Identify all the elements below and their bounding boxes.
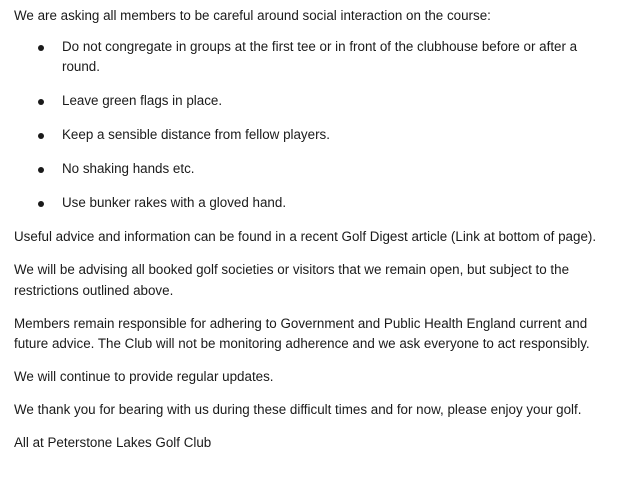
bullet-icon — [38, 99, 44, 105]
advice-paragraph: Useful advice and information can be found in a recent Golf Digest article (Link at bottom of page). — [14, 229, 597, 244]
intro-paragraph: We are asking all members to be careful around social interaction on the course: — [14, 8, 491, 23]
list-item — [14, 159, 618, 180]
list-item-text: Use bunker rakes with a gloved hand. — [62, 195, 287, 210]
list-item — [14, 37, 618, 78]
list-item-text: Keep a sensible distance from fellow players. — [62, 127, 330, 142]
bullet-icon — [38, 45, 44, 51]
bullet-icon — [38, 201, 44, 207]
bullet-icon — [38, 133, 44, 139]
updates-paragraph: We will continue to provide regular updates. — [14, 369, 274, 384]
list-item-text: Do not congregate in groups at the first tee or in front of the clubhouse before or after a round. — [62, 38, 578, 74]
list-item-text: Leave green flags in place. — [62, 93, 223, 108]
list-item-text: No shaking hands etc. — [62, 161, 195, 176]
societies-paragraph: We will be advising all booked golf societies or visitors that we remain open, but subject to the restrictions outlined above. — [14, 262, 570, 298]
guidance-list — [14, 37, 641, 214]
list-item — [14, 91, 618, 112]
responsibility-paragraph: Members remain responsible for adhering to Government and Public Health England current and future advice. The Club will not be monitoring adherence and we ask everyone to act responsibly. — [14, 315, 590, 351]
signoff-paragraph: All at Peterstone Lakes Golf Club — [14, 435, 212, 450]
list-item — [14, 193, 618, 214]
thanks-paragraph: We thank you for bearing with us during these difficult times and for now, please enjoy your golf. — [14, 402, 582, 417]
list-item — [14, 125, 618, 146]
bullet-icon — [38, 167, 44, 173]
